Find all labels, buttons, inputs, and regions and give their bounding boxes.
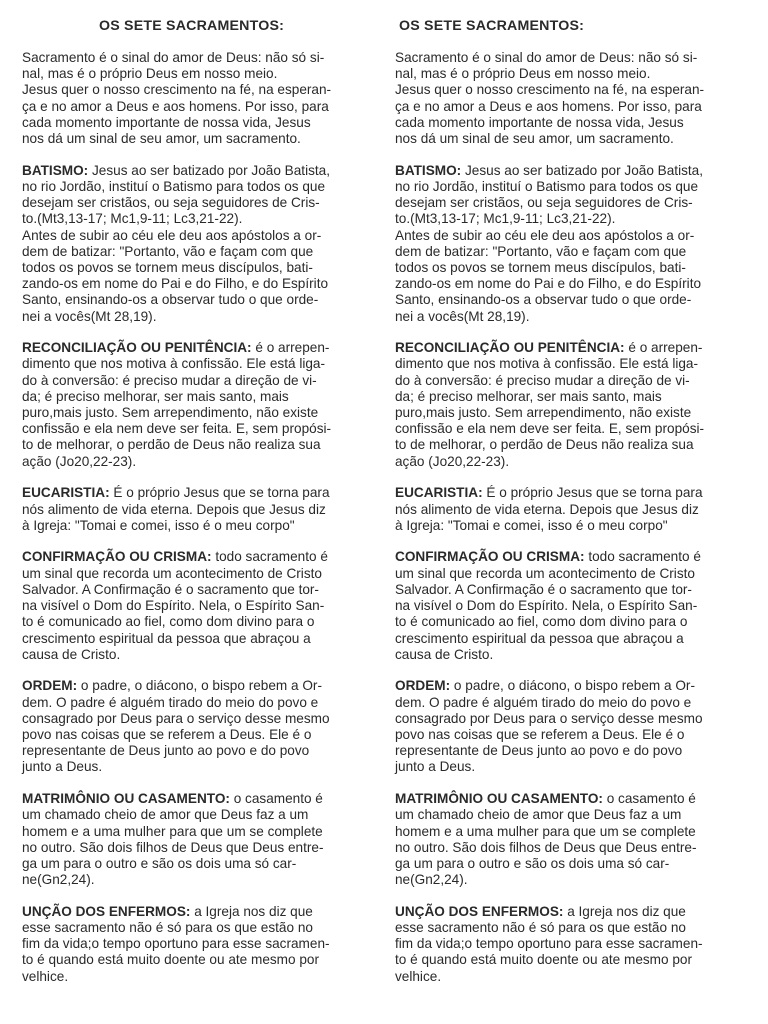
- text-line: [22, 566, 374, 582]
- line-text: nal, mas é o próprio Deus em nosso meio.: [22, 66, 278, 82]
- section-list: [22, 50, 374, 985]
- line-text: consagrado por Deus para o serviço desse mesmo: [395, 710, 703, 726]
- text-line: [22, 904, 374, 920]
- line-text: Jesus quer o nosso crescimento na fé, na esperan-: [395, 82, 705, 98]
- line-text: homem e a uma mulher para que um se complete: [22, 823, 323, 839]
- text-line: [395, 99, 747, 115]
- text-line: [395, 309, 747, 325]
- line-text: ne(Gn2,24).: [395, 872, 468, 888]
- line-text: ne(Gn2,24).: [22, 872, 95, 888]
- line-text: ação (Jo20,22-23).: [395, 453, 510, 469]
- text-line: [395, 549, 747, 565]
- line-text: todos os povos se tornem meus discípulos, bati-: [395, 259, 686, 275]
- section-heading: CONFIRMAÇÃO OU CRISMA:: [22, 549, 212, 565]
- line-text: o padre, o diácono, o bispo rebem a Or-: [77, 678, 322, 694]
- line-text: puro,mais justo. Sem arrependimento, não existe: [22, 405, 319, 421]
- text-line: [22, 50, 374, 66]
- line-text: junto a Deus.: [22, 759, 103, 775]
- line-text: zando-os em nome do Pai e do Filho, e do Espírito: [22, 276, 329, 292]
- text-line: [395, 356, 747, 372]
- line-text: nei a vocês(Mt 28,19).: [22, 308, 157, 324]
- line-text: cada momento importante de nossa vida, Jesus: [22, 114, 311, 130]
- text-line: [22, 389, 374, 405]
- text-line: [22, 276, 374, 292]
- text-line: [22, 163, 374, 179]
- text-line: [395, 115, 747, 131]
- line-text: to.(Mt3,13-17; Mc1,9-11; Lc3,21-22).: [395, 211, 616, 227]
- text-line: [22, 99, 374, 115]
- section-heading: ORDEM:: [395, 678, 451, 694]
- text-line: [22, 340, 374, 356]
- text-line: [395, 678, 747, 694]
- line-text: to é comunicado ao fiel, como dom divino para o: [395, 614, 688, 630]
- text-line: [395, 904, 747, 920]
- section-list: [395, 50, 747, 985]
- text-line: [22, 549, 374, 565]
- text-line: [395, 405, 747, 421]
- text-line: [395, 421, 747, 437]
- line-text: nei a vocês(Mt 28,19).: [395, 308, 530, 324]
- line-text: Jesus quer o nosso crescimento na fé, na esperan-: [22, 82, 332, 98]
- text-line: [22, 405, 374, 421]
- line-text: a Igreja nos diz que: [190, 903, 313, 919]
- line-text: nos dá um sinal de seu amor, um sacramento.: [395, 131, 674, 147]
- line-text: nos dá um sinal de seu amor, um sacramento.: [22, 131, 301, 147]
- line-text: ga um para o outro e são os dois uma só car-: [22, 855, 297, 871]
- left-column: [22, 18, 374, 1000]
- line-text: causa de Cristo.: [22, 646, 121, 662]
- line-text: nós alimento de vida eterna. Depois que Jesus diz: [22, 501, 326, 517]
- line-text: to é quando está muito doente ou ate mesmo por: [22, 952, 319, 968]
- text-line: [22, 807, 374, 823]
- text-line: [395, 647, 747, 663]
- line-text: ça e no amor a Deus e aos homens. Por isso, para: [395, 98, 702, 114]
- section-heading: CONFIRMAÇÃO OU CRISMA:: [395, 549, 585, 565]
- text-line: [395, 179, 747, 195]
- line-text: crescimento espiritual da pessoa que abraçou a: [22, 630, 311, 646]
- line-text: cada momento importante de nossa vida, Jesus: [395, 114, 684, 130]
- text-line: [22, 711, 374, 727]
- line-text: consagrado por Deus para o serviço desse mesmo: [22, 710, 330, 726]
- text-line: [395, 66, 747, 82]
- sacrament-section: [22, 50, 374, 147]
- text-line: [395, 292, 747, 308]
- text-line: [395, 614, 747, 630]
- text-line: [395, 727, 747, 743]
- text-line: [395, 824, 747, 840]
- text-line: [395, 920, 747, 936]
- text-line: [22, 518, 374, 534]
- line-text: da; é preciso melhorar, ser mais santo, mais: [395, 388, 662, 404]
- text-line: [395, 807, 747, 823]
- line-text: nós alimento de vida eterna. Depois que Jesus diz: [395, 501, 699, 517]
- line-text: ga um para o outro e são os dois uma só car-: [395, 855, 670, 871]
- text-line: [395, 244, 747, 260]
- line-text: desejam ser cristãos, ou seja seguidores de Cris-: [22, 195, 320, 211]
- line-text: é o arrepen-: [251, 340, 330, 356]
- line-text: to.(Mt3,13-17; Mc1,9-11; Lc3,21-22).: [22, 211, 243, 227]
- line-text: Antes de subir ao céu ele deu aos apóstolos a or-: [395, 227, 695, 243]
- line-text: todo sacramento é: [211, 549, 328, 565]
- text-line: [22, 582, 374, 598]
- text-line: [22, 791, 374, 807]
- text-line: [22, 614, 374, 630]
- text-line: [22, 598, 374, 614]
- text-line: [22, 743, 374, 759]
- line-text: dem de batizar: "Portanto, vão e façam com que: [22, 243, 314, 259]
- section-heading: MATRIMÔNIO OU CASAMENTO:: [395, 791, 603, 807]
- text-line: [395, 276, 747, 292]
- line-text: todos os povos se tornem meus discípulos, bati-: [22, 259, 313, 275]
- text-line: [395, 131, 747, 147]
- line-text: representante de Deus junto ao povo e do povo: [22, 743, 310, 759]
- line-text: esse sacramento não é só para os que estão no: [395, 920, 686, 936]
- text-line: [395, 340, 747, 356]
- line-text: nal, mas é o próprio Deus em nosso meio.: [395, 66, 651, 82]
- text-line: [22, 502, 374, 518]
- text-line: [395, 631, 747, 647]
- section-heading: ORDEM:: [22, 678, 78, 694]
- text-line: [395, 969, 747, 985]
- sacrament-section: [22, 904, 374, 985]
- text-line: [395, 743, 747, 759]
- line-text: Jesus ao ser batizado por João Batista,: [461, 162, 704, 178]
- text-line: [22, 356, 374, 372]
- line-text: povo nas coisas que se referem a Deus. Ele é o: [395, 727, 685, 743]
- text-line: [395, 389, 747, 405]
- sacrament-section: [395, 678, 747, 775]
- text-line: [22, 260, 374, 276]
- text-line: [395, 502, 747, 518]
- line-text: um chamado cheio de amor que Deus faz a um: [395, 807, 682, 823]
- text-line: [395, 711, 747, 727]
- text-line: [395, 840, 747, 856]
- column-title: OS SETE SACRAMENTOS:: [399, 18, 585, 34]
- sacrament-section: [395, 50, 747, 147]
- sacrament-section: [395, 791, 747, 888]
- sacrament-section: [22, 791, 374, 888]
- line-text: É o próprio Jesus que se torna para: [482, 485, 703, 501]
- line-text: junto a Deus.: [395, 759, 476, 775]
- line-text: to é quando está muito doente ou ate mesmo por: [395, 952, 692, 968]
- text-line: [22, 856, 374, 872]
- text-line: [395, 598, 747, 614]
- section-heading: RECONCILIAÇÃO OU PENITÊNCIA:: [22, 340, 252, 356]
- text-line: [395, 695, 747, 711]
- line-text: homem e a uma mulher para que um se complete: [395, 823, 696, 839]
- text-line: [395, 260, 747, 276]
- line-text: dimento que nos motiva à confissão. Ele está liga-: [395, 356, 699, 372]
- line-text: Jesus ao ser batizado por João Batista,: [88, 162, 331, 178]
- line-text: confissão e ela nem deve ser feita. E, sem propósi-: [22, 421, 332, 437]
- line-text: ça e no amor a Deus e aos homens. Por isso, para: [22, 98, 329, 114]
- line-text: Antes de subir ao céu ele deu aos apóstolos a or-: [22, 227, 322, 243]
- text-line: [22, 631, 374, 647]
- right-column: [395, 18, 747, 1000]
- text-line: [22, 454, 374, 470]
- sacrament-section: [22, 678, 374, 775]
- line-text: à Igreja: "Tomai e comei, isso é o meu corpo": [22, 517, 295, 533]
- line-text: dem. O padre é alguém tirado do meio do povo e: [395, 694, 692, 710]
- sacrament-section: [395, 340, 747, 470]
- text-line: [395, 437, 747, 453]
- text-line: [22, 66, 374, 82]
- line-text: velhice.: [395, 968, 442, 984]
- line-text: fim da vida;o tempo oportuno para esse sacramen-: [22, 936, 330, 952]
- text-line: [395, 485, 747, 501]
- line-text: no outro. São dois filhos de Deus que Deus entre-: [395, 839, 697, 855]
- line-text: Salvador. A Confirmação é o sacramento que tor-: [395, 581, 692, 597]
- line-text: Santo, ensinando-os a observar tudo o que orde-: [395, 292, 692, 308]
- section-heading: BATISMO:: [22, 162, 89, 178]
- line-text: confissão e ela nem deve ser feita. E, sem propósi-: [395, 421, 705, 437]
- line-text: do à conversão: é preciso mudar a direção de vi-: [22, 372, 317, 388]
- line-text: povo nas coisas que se referem a Deus. Ele é o: [22, 727, 312, 743]
- section-heading: EUCARISTIA:: [395, 485, 483, 501]
- sacrament-section: [395, 163, 747, 325]
- section-heading: RECONCILIAÇÃO OU PENITÊNCIA:: [395, 340, 625, 356]
- text-line: [395, 82, 747, 98]
- text-line: [395, 856, 747, 872]
- text-line: [22, 373, 374, 389]
- text-line: [22, 131, 374, 147]
- sacrament-section: [22, 340, 374, 470]
- line-text: É o próprio Jesus que se torna para: [109, 485, 330, 501]
- line-text: um sinal que recorda um acontecimento de Cristo: [22, 565, 322, 581]
- line-text: todo sacramento é: [584, 549, 701, 565]
- line-text: um sinal que recorda um acontecimento de Cristo: [395, 565, 695, 581]
- text-line: [22, 195, 374, 211]
- line-text: esse sacramento não é só para os que estão no: [22, 920, 313, 936]
- sacrament-section: [395, 904, 747, 985]
- section-heading: BATISMO:: [395, 162, 462, 178]
- section-heading: MATRIMÔNIO OU CASAMENTO:: [22, 791, 230, 807]
- line-text: Sacramento é o sinal do amor de Deus: não só si-: [22, 50, 325, 65]
- line-text: fim da vida;o tempo oportuno para esse sacramen-: [395, 936, 703, 952]
- text-line: [395, 518, 747, 534]
- line-text: causa de Cristo.: [395, 646, 494, 662]
- text-line: [395, 163, 747, 179]
- text-line: [22, 824, 374, 840]
- text-line: [395, 582, 747, 598]
- text-line: [22, 115, 374, 131]
- line-text: puro,mais justo. Sem arrependimento, não existe: [395, 405, 692, 421]
- text-line: [22, 211, 374, 227]
- text-line: [395, 952, 747, 968]
- text-line: [22, 872, 374, 888]
- line-text: do à conversão: é preciso mudar a direção de vi-: [395, 372, 690, 388]
- text-line: [395, 195, 747, 211]
- section-heading: UNÇÃO DOS ENFERMOS:: [395, 903, 564, 919]
- line-text: to de melhorar, o perdão de Deus não realiza sua: [395, 437, 694, 453]
- text-line: [22, 647, 374, 663]
- line-text: Santo, ensinando-os a observar tudo o que orde-: [22, 292, 319, 308]
- line-text: crescimento espiritual da pessoa que abraçou a: [395, 630, 684, 646]
- text-line: [22, 920, 374, 936]
- line-text: no outro. São dois filhos de Deus que Deus entre-: [22, 839, 324, 855]
- text-line: [395, 936, 747, 952]
- text-line: [22, 952, 374, 968]
- text-line: [395, 791, 747, 807]
- text-line: [395, 454, 747, 470]
- line-text: velhice.: [22, 968, 69, 984]
- line-text: dem. O padre é alguém tirado do meio do povo e: [22, 694, 319, 710]
- text-line: [395, 211, 747, 227]
- text-line: [22, 936, 374, 952]
- line-text: Sacramento é o sinal do amor de Deus: não só si-: [395, 50, 698, 65]
- text-line: [22, 437, 374, 453]
- line-text: no rio Jordão, instituí o Batismo para todos os que: [395, 178, 699, 194]
- text-line: [22, 228, 374, 244]
- line-text: zando-os em nome do Pai e do Filho, e do Espírito: [395, 276, 702, 292]
- text-line: [395, 228, 747, 244]
- line-text: Salvador. A Confirmação é o sacramento que tor-: [22, 581, 319, 597]
- line-text: representante de Deus junto ao povo e do povo: [395, 743, 683, 759]
- text-line: [22, 727, 374, 743]
- text-line: [395, 759, 747, 775]
- line-text: na visível o Dom do Espírito. Nela, o Espírito San-: [22, 598, 325, 614]
- line-text: desejam ser cristãos, ou seja seguidores de Cris-: [395, 195, 693, 211]
- line-text: o casamento é: [602, 791, 696, 807]
- sacrament-section: [22, 163, 374, 325]
- text-line: [22, 309, 374, 325]
- sacrament-section: [22, 549, 374, 662]
- text-line: [395, 566, 747, 582]
- line-text: to de melhorar, o perdão de Deus não realiza sua: [22, 437, 321, 453]
- line-text: dimento que nos motiva à confissão. Ele está liga-: [22, 356, 326, 372]
- text-line: [395, 872, 747, 888]
- line-text: no rio Jordão, instituí o Batismo para todos os que: [22, 178, 326, 194]
- text-line: [22, 179, 374, 195]
- text-line: [22, 840, 374, 856]
- section-heading: UNÇÃO DOS ENFERMOS:: [22, 903, 191, 919]
- column-title: OS SETE SACRAMENTOS:: [99, 18, 285, 34]
- text-line: [395, 50, 747, 66]
- line-text: to é comunicado ao fiel, como dom divino para o: [22, 614, 315, 630]
- text-line: [22, 969, 374, 985]
- text-line: [22, 82, 374, 98]
- text-line: [22, 292, 374, 308]
- line-text: dem de batizar: "Portanto, vão e façam com que: [395, 243, 687, 259]
- text-line: [22, 759, 374, 775]
- text-line: [22, 421, 374, 437]
- line-text: ação (Jo20,22-23).: [22, 453, 137, 469]
- text-line: [22, 695, 374, 711]
- sacrament-section: [22, 485, 374, 534]
- section-heading: EUCARISTIA:: [22, 485, 110, 501]
- line-text: o padre, o diácono, o bispo rebem a Or-: [450, 678, 695, 694]
- line-text: à Igreja: "Tomai e comei, isso é o meu corpo": [395, 517, 668, 533]
- line-text: é o arrepen-: [624, 340, 703, 356]
- text-line: [22, 485, 374, 501]
- line-text: um chamado cheio de amor que Deus faz a um: [22, 807, 309, 823]
- line-text: da; é preciso melhorar, ser mais santo, mais: [22, 388, 289, 404]
- line-text: na visível o Dom do Espírito. Nela, o Espírito San-: [395, 598, 698, 614]
- sacrament-section: [395, 485, 747, 534]
- sacrament-section: [395, 549, 747, 662]
- line-text: o casamento é: [229, 791, 323, 807]
- line-text: a Igreja nos diz que: [563, 903, 686, 919]
- text-line: [22, 244, 374, 260]
- text-line: [395, 373, 747, 389]
- text-line: [22, 678, 374, 694]
